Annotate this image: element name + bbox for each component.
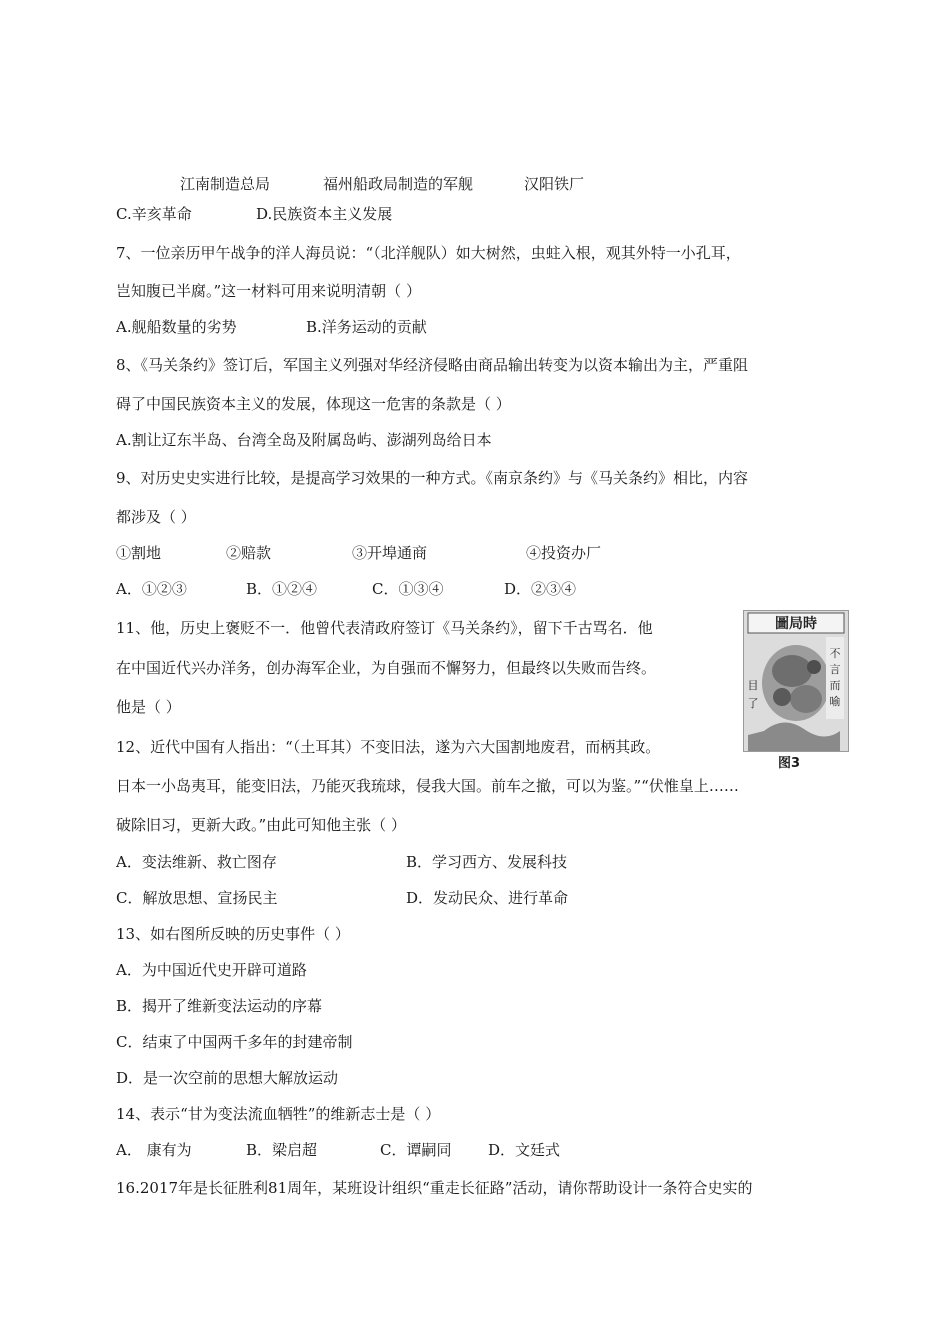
- q9-item-3: ③开埠通商: [352, 544, 428, 562]
- q11-text-line1: 11、他，历史上褒贬不一．他曾代表清政府签订《马关条约》，留下千古骂名．他: [116, 619, 653, 637]
- cartoon-side-right-3: 而: [829, 679, 841, 692]
- q9-option-d: D．②③④: [504, 580, 577, 598]
- cartoon-side-left-2: 了: [747, 697, 759, 710]
- q7-option-a: A.舰船数量的劣势: [116, 318, 237, 336]
- q12-text-line2: 日本一小岛夷耳，能变旧法，乃能灭我琉球，侵我大国。前车之撤，可以为鉴。”“伏惟皇上……: [116, 777, 739, 795]
- caption-jiangnan-arsenal: 江南制造总局: [180, 175, 271, 193]
- q13-option-c: C．结束了中国两千多年的封建帝制: [116, 1033, 353, 1051]
- q12-option-c: C．解放思想、宣扬民主: [116, 889, 278, 907]
- q11-text-line2: 在中国近代兴办洋务，创办海军企业，为自强而不懈努力，但最终以失败而告终。: [116, 659, 657, 677]
- q7-text-line2: 岂知腹已半腐。”这一材料可用来说明清朝（ ）: [116, 282, 421, 300]
- q6-option-c: C.辛亥革命: [116, 205, 192, 223]
- cartoon-side-right-1: 不: [829, 647, 841, 660]
- q9-item-1: ①割地: [116, 544, 162, 562]
- q9-text-line1: 9、对历史史实进行比较，是提高学习效果的一种方式。《南京条约》与《马关条约》相比，内容: [116, 469, 749, 487]
- q9-option-c: C．①③④: [372, 580, 444, 598]
- cartoon-illustration: [744, 611, 848, 751]
- q7-text-line1: 7、一位亲历甲午战争的洋人海员说：“（北洋舰队）如大树然，虫蛀入根，观其外特一小孔耳，: [116, 244, 741, 262]
- q9-text-line2: 都涉及（ ）: [116, 508, 196, 526]
- q13-text-line1: 13、如右图所反映的历史事件（ ）: [116, 925, 350, 943]
- q12-text-line3: 破除旧习，更新大政。”由此可知他主张（ ）: [116, 816, 406, 834]
- q14-text-line1: 14、表示“甘为变法流血牺牲”的维新志士是（ ）: [116, 1105, 441, 1123]
- q6-option-d: D.民族资本主义发展: [256, 205, 393, 223]
- q9-option-a: A．①②③: [116, 580, 187, 598]
- q9-item-2: ②赔款: [226, 544, 272, 562]
- q13-option-a: A．为中国近代史开辟可道路: [116, 961, 307, 979]
- caption-fuzhou-warship: 福州船政局制造的军舰: [323, 175, 474, 193]
- q14-option-d: D．文廷式: [488, 1141, 561, 1159]
- q14-option-b: B．梁启超: [246, 1141, 318, 1159]
- q12-text-line1: 12、近代中国有人指出：“（土耳其）不变旧法，遂为六大国割地废君，而柄其政。: [116, 738, 661, 756]
- q9-option-b: B．①②④: [246, 580, 318, 598]
- q12-option-b: B．学习西方、发展科技: [406, 853, 568, 871]
- q13-option-d: D．是一次空前的思想大解放运动: [116, 1069, 339, 1087]
- q12-option-a: A．变法维新、救亡图存: [116, 853, 277, 871]
- q14-option-a: A． 康有为: [116, 1141, 192, 1159]
- q9-item-4: ④投资办厂: [526, 544, 602, 562]
- q8-option-a: A.割让辽东半岛、台湾全岛及附属岛屿、澎湖列岛给日本: [116, 431, 492, 449]
- q8-text-line2: 碍了中国民族资本主义的发展，体现这一危害的条款是（ ）: [116, 395, 511, 413]
- figure-cartoon: [743, 610, 849, 752]
- q16-text-line1: 16.2017年是长征胜利81周年，某班设计组织“重走长征路”活动，请你帮助设计一条符合史实的: [116, 1179, 753, 1197]
- q7-option-b: B.洋务运动的贡献: [306, 318, 427, 336]
- q14-option-c: C．谭嗣同: [380, 1141, 452, 1159]
- cartoon-title: 圖局時: [775, 616, 817, 632]
- q8-text-line1: 8、《马关条约》签订后，军国主义列强对华经济侵略由商品输出转变为以资本输出为主，严重阻: [116, 356, 749, 374]
- q13-option-b: B．揭开了维新变法运动的序幕: [116, 997, 323, 1015]
- cartoon-side-left-1: 目: [747, 679, 759, 692]
- q11-text-line3: 他是（ ）: [116, 698, 181, 716]
- q12-option-d: D．发动民众、进行革命: [406, 889, 569, 907]
- figure-caption: 图3: [778, 756, 801, 771]
- cartoon-side-right-2: 言: [829, 663, 841, 676]
- cartoon-side-right-4: 喻: [829, 695, 841, 708]
- caption-hanyang-ironworks: 汉阳铁厂: [524, 175, 585, 193]
